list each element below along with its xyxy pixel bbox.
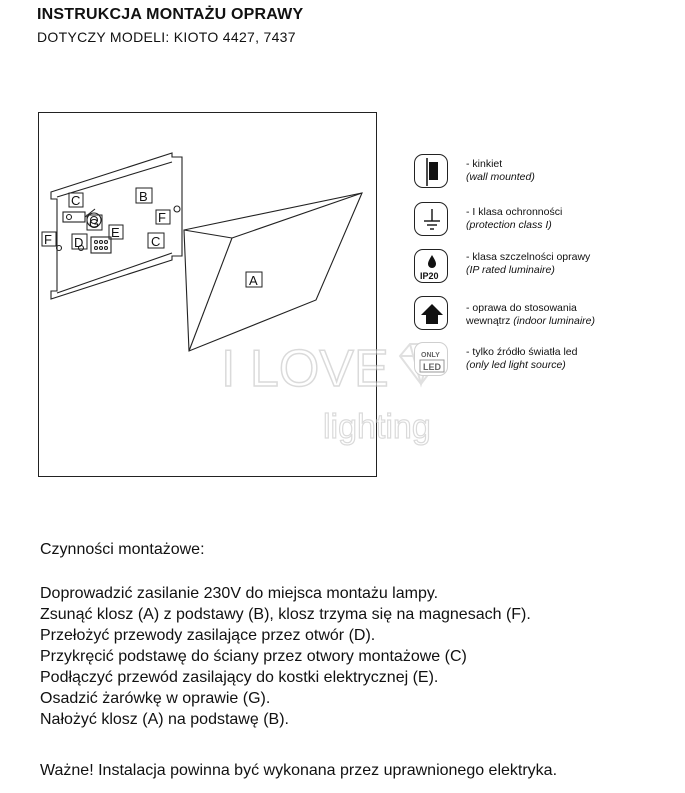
instruction-step: Podłączyć przewód zasilający do kostki elektrycznej (E). — [40, 669, 439, 686]
watermark-text-2: lighting — [323, 408, 431, 446]
watermark-text-1: I LOVE — [221, 340, 389, 398]
legend-protection-class-pl: - I klasa ochronności — [466, 206, 563, 218]
legend-ip-rating-en: (IP rated luminaire) — [466, 264, 555, 276]
legend-only-led-en: (only led light source) — [466, 359, 566, 371]
instruction-step: Doprowadzić zasilanie 230V do miejsca montażu lampy. — [40, 585, 439, 602]
document-subtitle: DOTYCZY MODELI: KIOTO 4427, 7437 — [37, 29, 296, 45]
label-f-2: F — [158, 210, 166, 225]
label-a: A — [249, 273, 258, 288]
legend-only-led-pl: - tylko źródło światła led — [466, 346, 578, 358]
only-led-icon — [414, 342, 448, 376]
label-b: B — [139, 189, 148, 204]
label-g: G — [89, 216, 100, 231]
only-led-icon-text-2: LED — [423, 362, 441, 372]
label-f-1: F — [44, 232, 52, 247]
instruction-step: Osadzić żarówkę w oprawie (G). — [40, 690, 271, 707]
house-icon — [414, 296, 448, 330]
label-d: D — [74, 235, 84, 250]
ip20-icon-label: IP20 — [420, 271, 439, 281]
label-c-1: C — [71, 193, 81, 208]
installation-warning: Ważne! Instalacja powinna być wykonana przez uprawnionego elektryka. — [40, 762, 558, 779]
ground-icon — [414, 202, 448, 236]
only-led-icon-text-1: ONLY — [421, 352, 440, 359]
legend-indoor-en: (indoor luminaire) — [513, 315, 595, 327]
legend-wall-mounted-en: (wall mounted) — [466, 171, 535, 183]
label-c-2: C — [151, 234, 161, 249]
legend-indoor-pl-2: wewnątrz — [466, 315, 511, 327]
ip20-icon — [414, 249, 448, 283]
legend-ip-rating-pl: - klasa szczelności oprawy — [466, 251, 591, 263]
wall-mounted-icon — [414, 154, 448, 188]
instruction-step: Nałożyć klosz (A) na podstawę (B). — [40, 711, 289, 728]
legend-protection-class-en: (protection class I) — [466, 219, 552, 231]
instruction-step: Zsunąć klosz (A) z podstawy (B), klosz trzyma się na magnesach (F). — [40, 606, 531, 623]
instruction-step: Przykręcić podstawę do ściany przez otwory montażowe (C) — [40, 648, 467, 665]
legend-indoor-pl: - oprawa do stosowania — [466, 302, 577, 314]
instructions-title: Czynności montażowe: — [40, 541, 205, 558]
legend-wall-mounted-pl: - kinkiet — [466, 158, 503, 170]
instruction-step: Przełożyć przewody zasilające przez otwór (D). — [40, 627, 376, 644]
document-title: INSTRUKCJA MONTAŻU OPRAWY — [37, 6, 304, 23]
label-e: E — [111, 225, 120, 240]
instruction-steps — [40, 583, 531, 730]
